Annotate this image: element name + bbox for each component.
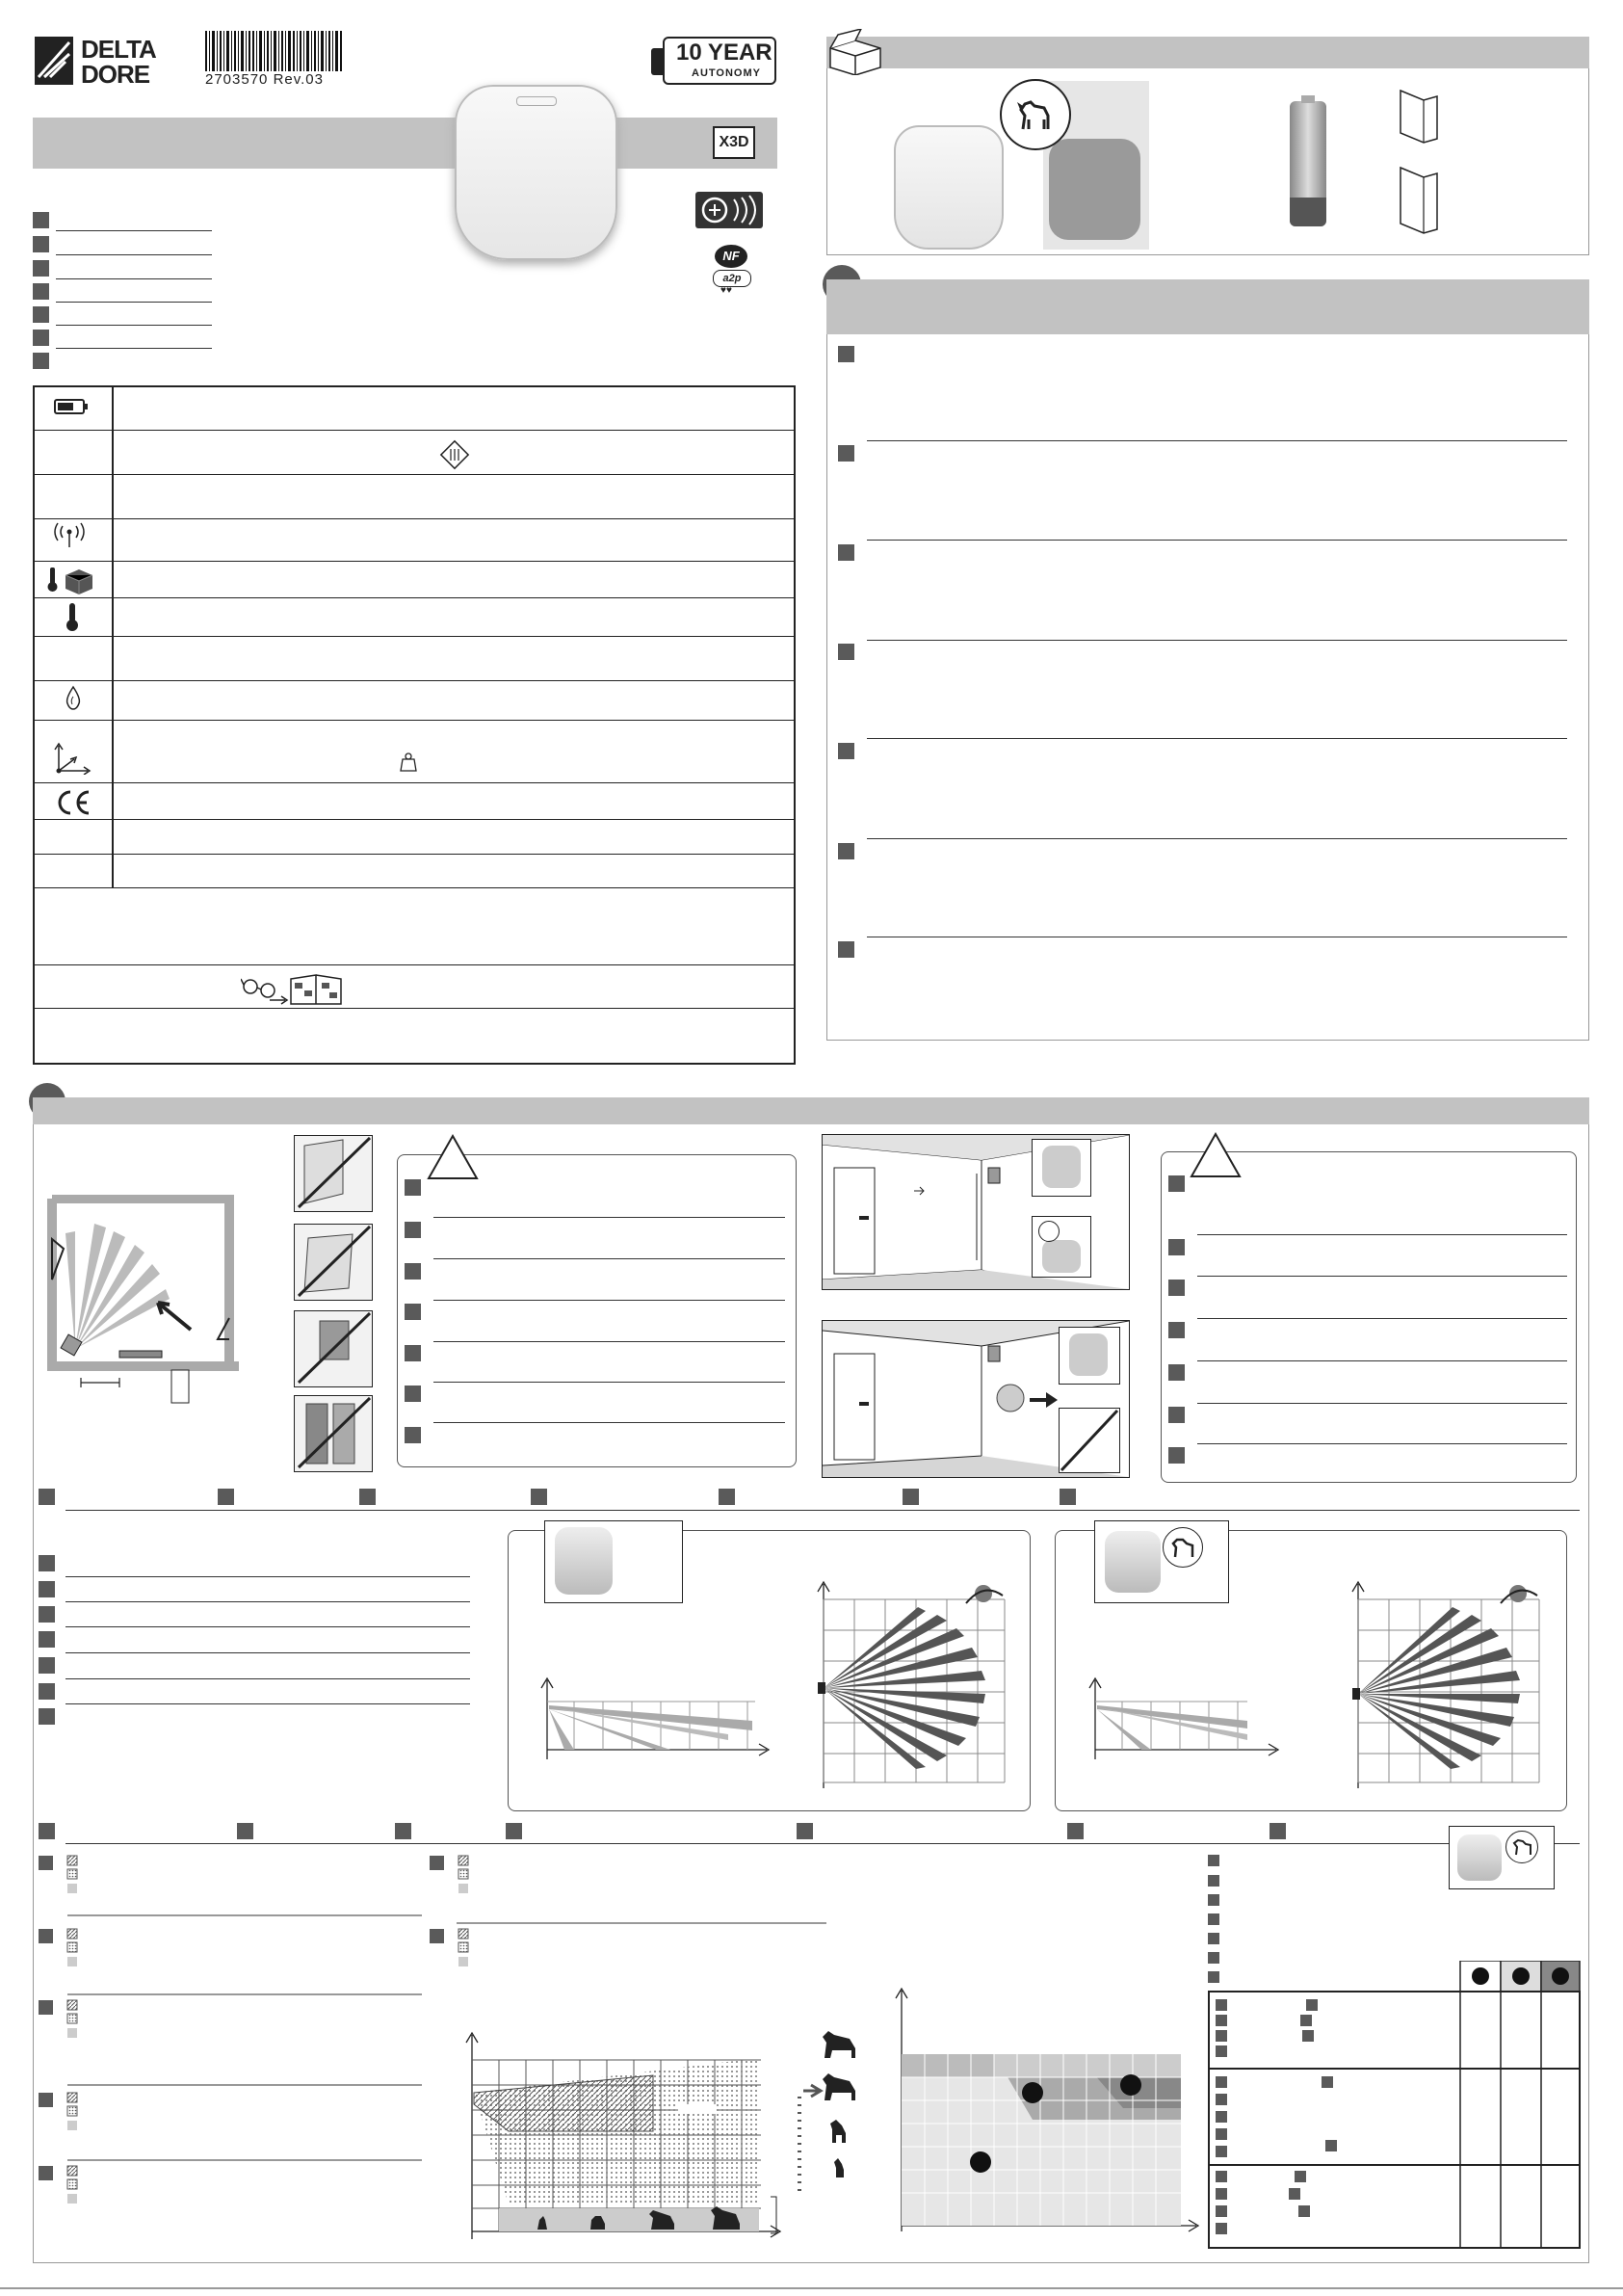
row2-square-6 bbox=[1067, 1823, 1084, 1839]
zone-square-1 bbox=[39, 1555, 55, 1571]
lang-square-4 bbox=[33, 283, 49, 300]
warn-r-square-5 bbox=[1168, 1364, 1185, 1381]
lang-square-2 bbox=[33, 236, 49, 252]
row1-square-2 bbox=[218, 1489, 234, 1505]
s1-square-5 bbox=[838, 743, 854, 759]
side-view-chart-standard bbox=[536, 1676, 776, 1767]
dog-lens-zoom bbox=[1000, 79, 1071, 150]
top-view-chart-pet bbox=[1347, 1580, 1554, 1796]
pet-lens-thumbnail-small bbox=[1449, 1826, 1555, 1889]
detector-product-image bbox=[455, 85, 617, 260]
warning-triangle-icon-right bbox=[1189, 1131, 1243, 1183]
rt-square-3 bbox=[1208, 1894, 1219, 1906]
zone-square-4 bbox=[39, 1631, 55, 1648]
spec-table bbox=[33, 385, 796, 1065]
barcode-icon bbox=[205, 31, 345, 71]
warn-l-square-2 bbox=[405, 1222, 421, 1238]
row2-square-2 bbox=[237, 1823, 253, 1839]
row1-square-1 bbox=[39, 1489, 55, 1505]
dog-icon-tiny bbox=[1506, 1832, 1537, 1862]
forbidden-mounting-2 bbox=[294, 1224, 373, 1301]
s1-square-7 bbox=[838, 941, 854, 958]
section-1-band bbox=[826, 279, 1589, 334]
radio-certification-logo bbox=[695, 192, 763, 228]
footer-rule bbox=[0, 2287, 1623, 2289]
row1-square-3 bbox=[359, 1489, 376, 1505]
glasses-manual-icon bbox=[241, 971, 349, 1010]
pet-height-chart bbox=[460, 2031, 798, 2247]
room-corner-illustration-1 bbox=[822, 1134, 1130, 1290]
zone-square-5 bbox=[39, 1657, 55, 1674]
section-2-band bbox=[33, 1097, 1589, 1124]
water-drop-icon bbox=[65, 685, 82, 714]
product-reference: 2703570 Rev.03 bbox=[205, 71, 324, 88]
battery-cell-image bbox=[1290, 101, 1326, 226]
warn-r-square-6 bbox=[1168, 1407, 1185, 1423]
brand-line-2: DORE bbox=[81, 60, 150, 89]
axes-icon bbox=[53, 742, 92, 779]
dog-icon bbox=[1002, 81, 1069, 148]
detector-small-image bbox=[894, 125, 1004, 250]
warn-l-square-3 bbox=[405, 1263, 421, 1280]
room-corner-illustration-2 bbox=[822, 1320, 1130, 1478]
leaflet-image-1 bbox=[1395, 87, 1443, 245]
coverage-zone-chart bbox=[888, 1985, 1206, 2239]
warn-l-square-6 bbox=[405, 1386, 421, 1402]
zone-square-6 bbox=[39, 1683, 55, 1700]
delta-dore-logo bbox=[33, 33, 172, 91]
nf-logo: NF bbox=[715, 245, 747, 268]
x3d-badge: X3D bbox=[713, 126, 755, 159]
warn-l-square-1 bbox=[405, 1179, 421, 1196]
s1-square-1 bbox=[838, 346, 854, 362]
row2-square-1 bbox=[39, 1823, 55, 1839]
warn-r-square-4 bbox=[1168, 1322, 1185, 1338]
ce-mark-icon bbox=[54, 788, 92, 821]
warn-l-square-7 bbox=[405, 1427, 421, 1443]
sensitivity-table bbox=[1208, 1961, 1582, 2250]
row2-square-7 bbox=[1270, 1823, 1286, 1839]
diamond-arrows-icon bbox=[439, 439, 470, 474]
top-view-chart-standard bbox=[812, 1580, 1019, 1796]
zone-square-3 bbox=[39, 1606, 55, 1623]
battery-icon bbox=[54, 399, 85, 414]
standard-lens-thumbnail bbox=[544, 1520, 683, 1603]
dog-icon-large bbox=[823, 2031, 855, 2177]
warn-r-square-7 bbox=[1168, 1447, 1185, 1464]
side-view-chart-pet bbox=[1084, 1676, 1286, 1767]
autonomy-line-1: 10 YEAR bbox=[676, 40, 772, 66]
box-contents-band bbox=[826, 37, 1589, 68]
s1-square-3 bbox=[838, 544, 854, 561]
lang-square-7 bbox=[33, 353, 49, 369]
radio-icon bbox=[50, 522, 89, 553]
lang-square-3 bbox=[33, 260, 49, 277]
row1-square-4 bbox=[531, 1489, 547, 1505]
warn-r-square-2 bbox=[1168, 1239, 1185, 1255]
forbidden-mounting-4 bbox=[294, 1395, 373, 1472]
row1-square-5 bbox=[719, 1489, 735, 1505]
row1-square-7 bbox=[1060, 1489, 1076, 1505]
lang-square-6 bbox=[33, 330, 49, 346]
row2-square-5 bbox=[797, 1823, 813, 1839]
a2p-stars: ♥♥ bbox=[720, 285, 732, 296]
title-band bbox=[33, 118, 777, 169]
box-open-icon bbox=[825, 29, 886, 79]
legend-blocks-left bbox=[37, 1852, 422, 2228]
forbidden-mounting-1 bbox=[294, 1135, 373, 1212]
forbidden-mounting-3 bbox=[294, 1310, 373, 1387]
pet-silhouettes bbox=[790, 2029, 867, 2197]
warning-box-right bbox=[1161, 1151, 1577, 1483]
weight-icon bbox=[398, 752, 419, 777]
autonomy-line-2: AUTONOMY bbox=[692, 67, 761, 79]
rt-square-4 bbox=[1208, 1913, 1219, 1925]
warn-l-square-4 bbox=[405, 1304, 421, 1320]
rt-square-5 bbox=[1208, 1933, 1219, 1944]
warning-triangle-icon bbox=[426, 1133, 480, 1185]
lang-square-1 bbox=[33, 212, 49, 228]
temperature-storage-icon bbox=[44, 566, 102, 598]
legend-blocks-middle bbox=[428, 1852, 832, 1977]
brand-line-1: DELTA bbox=[81, 35, 156, 64]
nf-a2p-certification bbox=[711, 245, 751, 301]
a2p-logo: a2p bbox=[713, 270, 751, 287]
section-1-panel bbox=[826, 279, 1589, 1041]
dog-icon-small bbox=[1164, 1528, 1202, 1567]
room-plan-diagram bbox=[46, 1195, 249, 1411]
zone-square-2 bbox=[39, 1581, 55, 1597]
warn-l-square-5 bbox=[405, 1345, 421, 1361]
warn-r-square-1 bbox=[1168, 1175, 1185, 1192]
warn-r-square-3 bbox=[1168, 1280, 1185, 1296]
s1-square-2 bbox=[838, 445, 854, 462]
row2-square-3 bbox=[395, 1823, 411, 1839]
autonomy-badge bbox=[651, 37, 778, 87]
row1-square-6 bbox=[903, 1489, 919, 1505]
s1-square-6 bbox=[838, 843, 854, 859]
temperature-icon bbox=[65, 601, 80, 636]
barcode bbox=[205, 31, 345, 71]
rt-square-2 bbox=[1208, 1875, 1219, 1887]
row2-square-4 bbox=[506, 1823, 522, 1839]
zone-square-7 bbox=[39, 1708, 55, 1725]
lang-square-5 bbox=[33, 306, 49, 323]
s1-square-4 bbox=[838, 644, 854, 660]
pet-lens-thumbnail bbox=[1094, 1520, 1229, 1603]
rt-square-1 bbox=[1208, 1855, 1219, 1866]
warning-box-left bbox=[397, 1154, 797, 1467]
